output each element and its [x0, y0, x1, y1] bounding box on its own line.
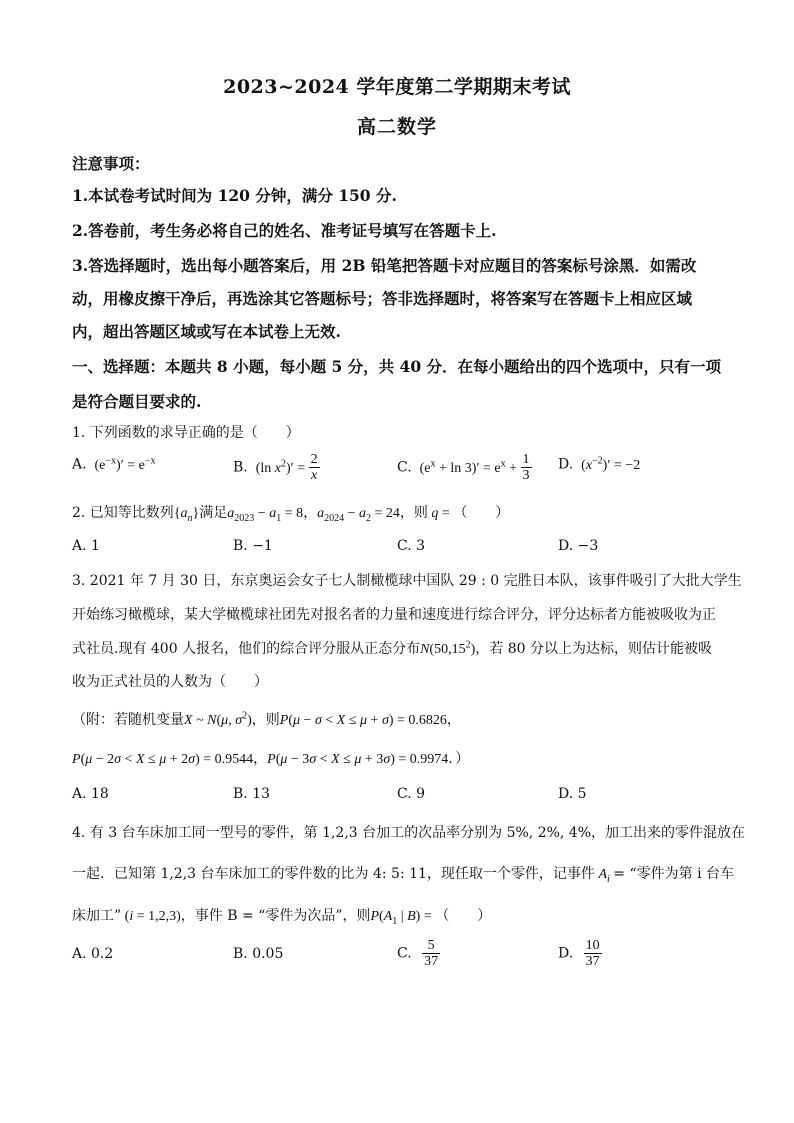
- q1-option-b: B. (ln $x^2)'$ = $\frac{2}{x}$: [233, 452, 318, 483]
- notes-heading: 注意事项：: [72, 154, 150, 173]
- note-item-2: 2.答卷前，考生务必将自己的姓名、准考证号填写在答题卡上.: [72, 221, 497, 240]
- q4-option-d: D. $\frac{10}{37}$: [558, 938, 600, 969]
- q2-stem: 2. 已知等比数列$\{a_n\}$满足$a_{2023} - a_1 = 8$，$a_{2024} - a_2 = 24$，则 q = （ ）: [72, 505, 510, 524]
- q2-option-d: D. −3: [558, 538, 599, 554]
- q3-line-1: 3. 2021 年 7 月 30 日，东京奥运会女子七人制橄榄球中国队 29 : 0 完胜日本队，该事件吸引了大批大学生: [72, 573, 742, 589]
- q3-option-d: D. 5: [558, 786, 587, 802]
- q2-option-b: B. −1: [233, 538, 273, 554]
- q3-note-2: P(μ − 2σ < X ≤ μ + 2σ) = 0.9544，P(μ − 3σ < X ≤ μ + 3σ) = 0.9974．）: [72, 751, 470, 767]
- q1-formula-a: $(e^{-x})' = e^{-x}$: [91, 455, 156, 473]
- note-item-1: 1.本试卷考试时间为 120 分钟，满分 150 分.: [72, 186, 397, 205]
- note-item-3: 3.答选择题时，选出每小题答案后，用 2B 铅笔把答题卡对应题目的答案标号涂黑．如需改: [72, 256, 697, 275]
- q1-option-a: A. $(e^{-x})' = e^{-x}$: [72, 455, 156, 473]
- q1-formula-d: $(x^{-2})' = -2$: [577, 455, 641, 473]
- section-heading: 一、选择题：本题共 8 小题，每小题 5 分，共 40 分．在每小题给出的四个选项中，只有一项: [72, 357, 722, 376]
- note-item-3-cont: 动，用橡皮擦干净后，再选涂其它答题标号；答非选择题时，将答案写在答题卡上相应区域: [72, 289, 693, 308]
- q4-line-2: 一起．已知第 1,2,3 台车床加工的零件数的比为 4: 5: 11，现任取一个零件，记事件 $A_i$ = “零件为第 i 台车: [72, 866, 734, 885]
- q4-option-b: B. 0.05: [233, 946, 284, 962]
- q3-option-b: B. 13: [233, 786, 271, 802]
- section-heading-cont: 是符合题目要求的.: [72, 392, 202, 411]
- q1-stem: 1. 下列函数的求导正确的是（ ）: [72, 425, 300, 441]
- q3-note-1: （附：若随机变量X ~ N(μ, $\sigma^2$)，则P(μ − σ < X ≤ μ + σ) = 0.6826，: [72, 710, 461, 728]
- q2-option-a: A. 1: [72, 538, 100, 554]
- q1-formula-c: $(e^x + \ln 3)' = e^x$ +: [416, 457, 521, 476]
- q1-option-c: C. $(e^x + \ln 3)' = e^x$ + $\frac{1}{3}$: [397, 452, 530, 483]
- q2-option-c: C. 3: [397, 538, 426, 554]
- q3-line-3: 式社员.现有 400 人报名，他们的综合评分服从正态分布N(50,15$^2$)，若 80 分以上为达标，则估计能被吸: [72, 639, 712, 657]
- q3-line-2: 开始练习橄榄球，某大学橄榄球社团先对报名者的力量和速度进行综合评分，评分达标者方能被吸收为正: [72, 607, 716, 623]
- q3-line-4: 收为正式社员的人数为（ ）: [72, 674, 268, 690]
- q4-line-3: 床加工” (i = 1,2,3)，事件 B = “零件为次品”，则$P(A_1$ | B) = （ ）: [72, 908, 492, 927]
- note-item-3-end: 内，超出答题区域或写在本试卷上无效.: [72, 322, 341, 341]
- q4-option-a: A. 0.2: [72, 946, 114, 962]
- q3-option-c: C. 9: [397, 786, 426, 802]
- exam-subject: 高二数学: [356, 116, 437, 138]
- q4-option-c: C. $\frac{5}{37}$: [397, 938, 439, 969]
- q3-option-a: A. 18: [72, 786, 109, 802]
- exam-title: 2023~2024 学年度第二学期期末考试: [223, 76, 571, 98]
- q1-option-d: D. $(x^{-2})' = -2$: [558, 455, 641, 473]
- q4-line-1: 4. 有 3 台车床加工同一型号的零件，第 1,2,3 台加工的次品率分别为 5%, 2%, 4%，加工出来的零件混放在: [72, 825, 746, 841]
- q1-formula-b: (ln $x^2)'$ =: [252, 457, 309, 476]
